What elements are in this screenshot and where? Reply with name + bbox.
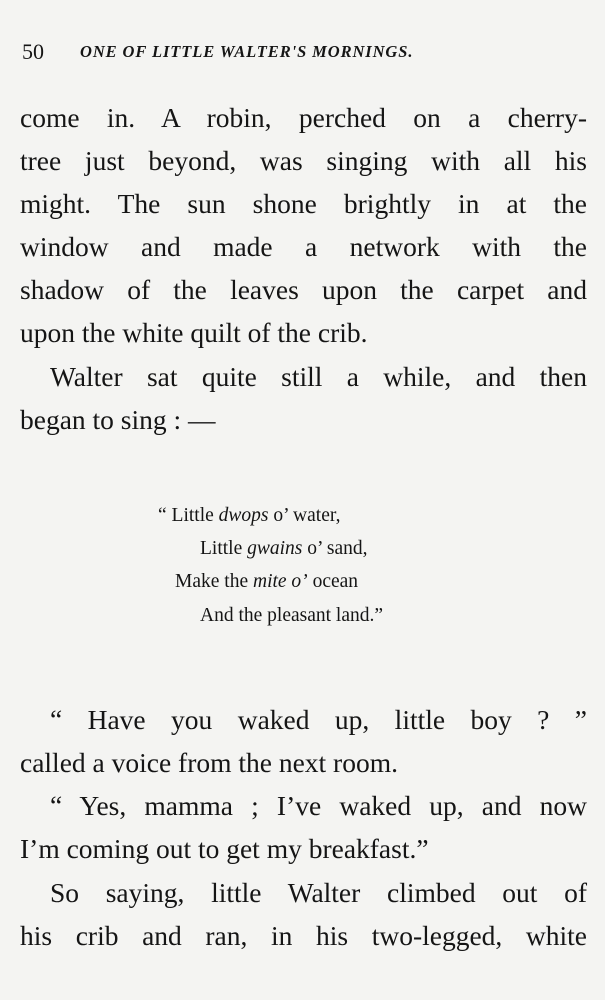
verse-text: o’ water, [268, 505, 341, 526]
verse-text: Little [200, 538, 248, 559]
verse-italic-text: mite o’ [252, 571, 308, 592]
paragraph-1-line: might. The sun shone brightly in at the [20, 188, 587, 219]
paragraph-1-line: shadow of the leaves upon the carpet and [20, 274, 587, 305]
verse-text: “ Little [158, 505, 219, 526]
verse-text: Make the [175, 571, 253, 592]
paragraph-4-line: “ Yes, mamma ; I’ve waked up, and now [50, 790, 587, 821]
verse-line [158, 503, 340, 529]
verse-italic-text: dwops [218, 505, 269, 526]
page-number: 50 [22, 39, 44, 64]
page-header [22, 38, 592, 68]
verse-line [200, 603, 383, 629]
paragraph-1-line: tree just beyond, was singing with all his [20, 145, 587, 176]
paragraph-3-line: called a voice from the next room. [20, 747, 398, 778]
running-head: ONE OF LITTLE WALTER'S MORNINGS. [80, 42, 414, 61]
paragraph-1-line: upon the white quilt of the crib. [20, 317, 368, 348]
paragraph-1-line: window and made a network with the [20, 231, 587, 262]
paragraph-5-line: his crib and ran, in his two-legged, white [20, 920, 587, 951]
paragraph-2-line: began to sing : — [20, 404, 216, 435]
verse-text: ocean [307, 571, 359, 592]
paragraph-3-line: “ Have you waked up, little boy ? ” [50, 704, 587, 735]
verse-line [200, 536, 368, 562]
verse-italic-text: gwains [247, 538, 303, 559]
paragraph-4-line: I’m coming out to get my breakfast.” [20, 833, 429, 864]
verse-line [175, 569, 358, 595]
paragraph-1-line: come in. A robin, perched on a cherry- [20, 102, 587, 133]
paragraph-2-line: Walter sat quite still a while, and then [50, 361, 587, 392]
verse-text: o’ sand, [302, 538, 368, 559]
paragraph-5-line: So saying, little Walter climbed out of [50, 877, 587, 908]
verse-text: And the pleasant land.” [200, 605, 384, 626]
